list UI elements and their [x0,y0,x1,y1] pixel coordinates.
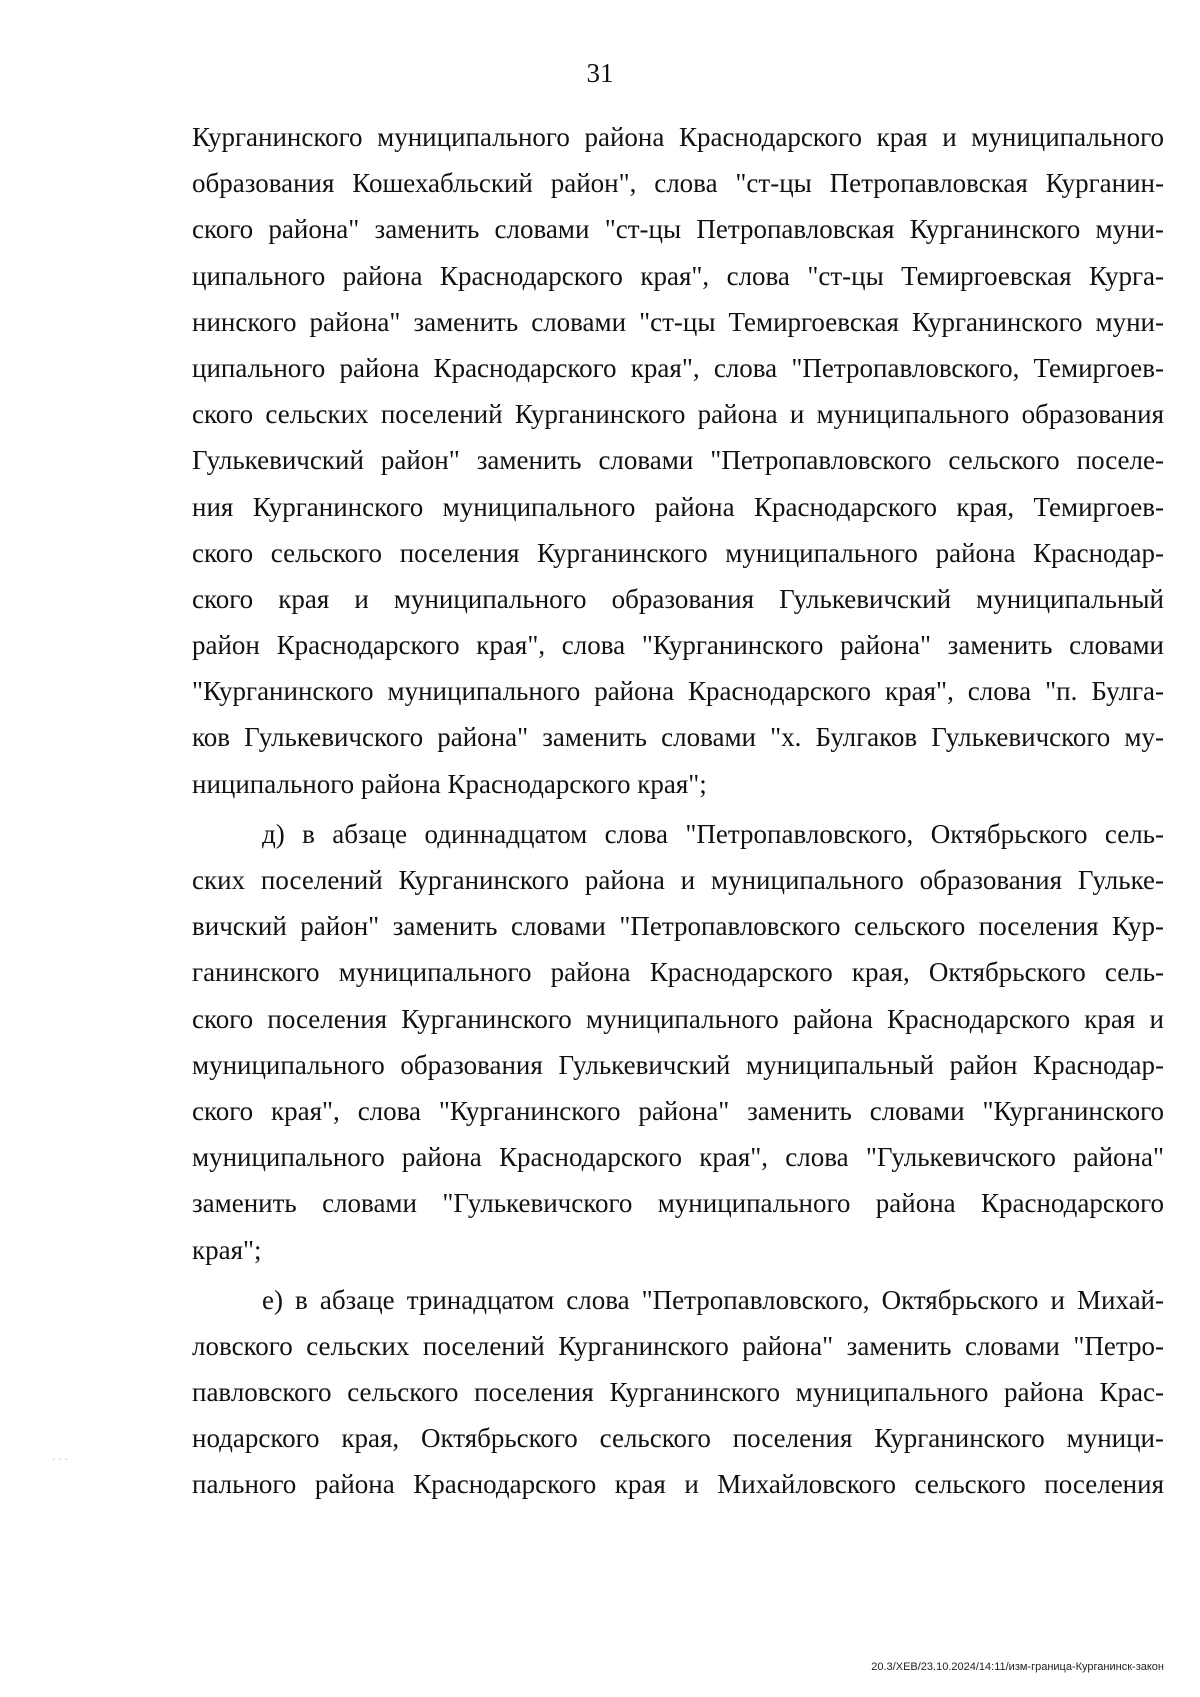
paragraph [192,811,1164,1273]
text-line: пального района Краснодарского края и Михайловского сельского поселения [192,1469,1164,1500]
text-line: муниципального района Краснодарского края", слова "Гулькевичского района" [192,1142,1164,1173]
text-line: заменить словами "Гулькевичского муниципального района Краснодарского [192,1188,1164,1219]
text-line: ков Гулькевичского района" заменить словами "х. Булгаков Гулькевичского му- [192,722,1164,753]
document-code: 20.3/ХЕВ/23.10.2024/14:11/изм-граница-Курганинск-закон [871,1661,1164,1673]
text-line: ганинского муниципального района Краснодарского края, Октябрьского сель- [192,957,1164,988]
page-number: 31 [586,58,614,88]
text-line: ловского сельских поселений Курганинского района" заменить словами "Петро- [192,1330,1164,1361]
paragraph [192,114,1164,807]
text-line: ципального района Краснодарского края", слова "ст-цы Темиргоевская Курга- [192,260,1164,291]
text-line: муниципального образования Гулькевичский муниципальный район Краснодар- [192,1049,1164,1080]
text-line: Гулькевичский район" заменить словами "Петропавловского сельского поселе- [192,445,1164,476]
document-body [192,114,1164,1508]
text-line: ского района" заменить словами "ст-цы Петропавловская Курганинского муни- [192,214,1164,245]
text-line: е) в абзаце тринадцатом слова "Петропавловского, Октябрьского и Михай- [262,1284,1164,1315]
text-line: район Краснодарского края", слова "Курганинского района" заменить словами [192,630,1164,661]
text-line: нинского района" заменить словами "ст-цы Темиргоевская Курганинского муни- [192,306,1164,337]
text-line: вичский район" заменить словами "Петропавловского сельского поселения Кур- [192,911,1164,942]
text-line: ского края", слова "Курганинского района" заменить словами "Курганинского [192,1095,1164,1126]
text-line: ниципального района Краснодарского края"; [192,768,707,799]
text-line: павловского сельского поселения Курганинского муниципального района Крас- [192,1377,1164,1408]
text-line: ского сельского поселения Курганинского муниципального района Краснодар- [192,537,1164,568]
text-line: нодарского края, Октябрьского сельского поселения Курганинского муници- [192,1423,1164,1454]
text-line: ских поселений Курганинского района и муниципального образования Гульке- [192,865,1164,895]
paragraph [192,1277,1164,1508]
text-line: ния Курганинского муниципального района Краснодарского края, Темиргоев- [192,491,1164,522]
text-line: "Курганинского муниципального района Краснодарского края", слова "п. Булга- [192,676,1164,707]
text-line: края"; [192,1234,262,1265]
text-line: ципального района Краснодарского края", слова "Петропавловского, Темиргоев- [192,352,1164,383]
text-line: д) в абзаце одиннадцатом слова "Петропавловского, Октябрьского сель- [262,818,1164,849]
scan-artifact: · · · [52,1455,68,1466]
text-line: ского сельских поселений Курганинского района и муниципального образования [192,399,1164,430]
text-line: Курганинского муниципального района Краснодарского края и муниципального [192,122,1164,152]
text-line: образования Кошехабльский район", слова "ст-цы Петропавловская Курганин- [192,168,1164,199]
text-line: ского поселения Курганинского муниципального района Краснодарского края и [192,1003,1164,1034]
text-line: ского края и муниципального образования Гулькевичский муниципальный [192,583,1164,614]
